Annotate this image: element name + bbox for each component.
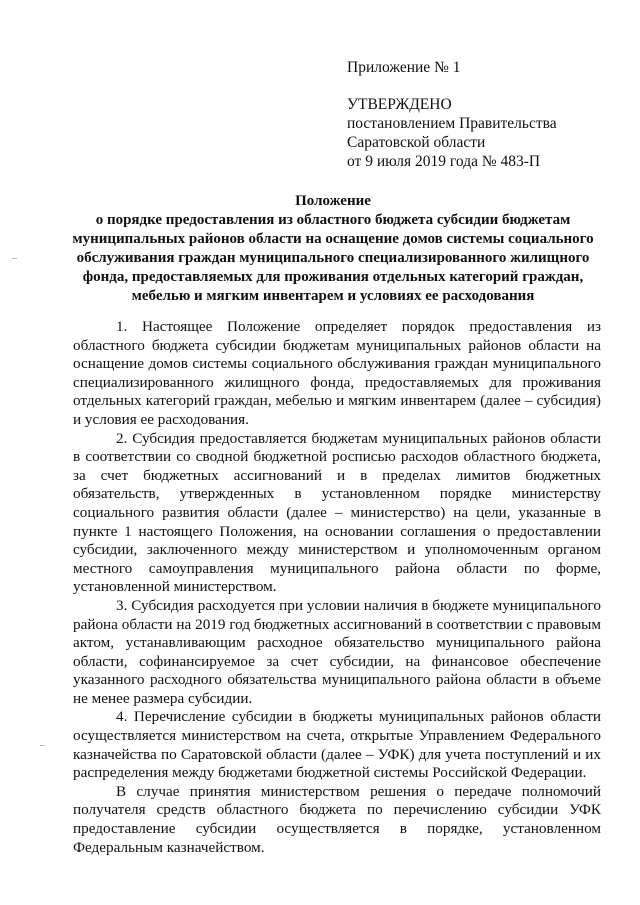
paragraph-5: В случае принятия министерством решения о передаче полномочий получателя средств областного бюджета по перечислению субсидии УФК предоставление субсидии осуществляется в порядке, установленном Федеральным казначейством. [73,782,601,856]
approval-line-2: Саратовской области [347,134,486,151]
approval-line-1: постановлением Правительства [347,115,557,132]
approval-line-3: от 9 июля 2019 года № 483-П [347,153,541,170]
appendix-label: Приложение № 1 [347,59,461,76]
document-body [73,318,601,857]
paragraph-3: 3. Субсидия расходуется при условии наличия в бюджете муниципального района области на 2019 год бюджетных ассигнований в соответствии с правовым актом, устанавливающим расходное обязательство муниципального района области, софинансируемое за счет субсидии, на финансовое обеспечение указанного расходного обязательства муниципального района области в объеме не менее размера субсидии. [73,596,601,707]
paragraph-4: 4. Перечисление субсидии в бюджеты муниципальных районов области осуществляется министерством на счета, открытые Управлением Федерального казначейства по Саратовской области (далее – УФК) для учета поступлений и их распределения между бюджетами бюджетной системы Российской Федерации. [73,708,601,782]
approved-label: УТВЕРЖДЕНО [347,96,452,113]
margin-mark [40,745,45,746]
paragraph-1: 1. Настоящее Положение определяет порядок предоставления из областного бюджета субсидии бюджетам муниципальных районов области на оснащение домов системы социального обслуживания граждан муниципального специализированного жилищного фонда, предоставляемых для проживания отдельных категорий граждан, мебелью и мягким инвентарем (далее – субсидия) и условия ее расходования. [73,318,601,428]
margin-mark [12,258,17,259]
title-heading: Положение [295,193,371,209]
document-title [60,192,606,306]
approval-stamp [347,58,627,171]
paragraph-2: 2. Субсидия предоставляется бюджетам муниципальных районов области в соответствии со сводной бюджетной росписью расходов областного бюджета, за счет бюджетных ассигнований и в пределах лимитов бюджетных обязательств, утвержденных в установленном порядке министерству социального развития области (далее – министерство) на цели, указанные в пункте 1 настоящего Положения, на основании соглашения о предоставлении субсидии, заключенного между министерством и уполномоченным органом местного самоуправления муниципального района области по форме, установленной министерством. [73,429,601,596]
title-subtitle: о порядке предоставления из областного бюджета субсидии бюджетам муниципальных районов области на оснащение домов системы социального обслуживания граждан муниципального специализированного жилищного фонда, предоставляемых для проживания отдельных категорий граждан, мебелью и мягким инвентарем и условиях ее расходования [72,212,594,304]
